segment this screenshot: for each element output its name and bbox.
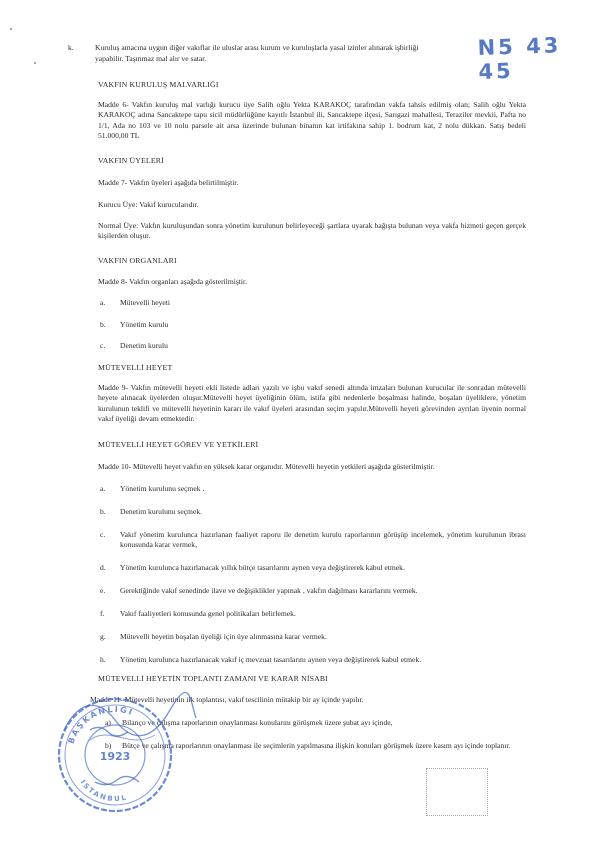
organ-item-marker: b. [100,320,106,329]
seal-lower-text: ISTANBUL [78,778,129,804]
organ-item-marker: c. [100,341,106,350]
organ-item-text: Yönetim kurulu [120,320,169,329]
seal-ring-text: BAŞKANLIĞI [66,704,136,745]
empty-stamp-box [426,768,488,816]
gorev-item-marker: c. [100,530,106,539]
organ-item-text: Denetim kurulu [120,341,168,350]
madde-8-text: Madde 8- Vakfın organları aşağıda gösterilmiştir. [98,277,248,286]
gorev-item-text: Denetim kurulunu seçmek. [120,507,203,516]
item-k-marker: k. [68,43,74,52]
heading-malvarligi: VAKFIN KURULUŞ MALVARLIĞI [98,80,219,89]
gorev-item-marker: d. [100,563,106,572]
madde-10-text: Madde 10- Mütevelli heyet vakfın en yüksek karar organıdır. Mütevelli heyetin yetkileri aşağıda gösterilmiştir. [98,462,435,471]
gorev-item-marker: e. [100,586,106,595]
madde-7-text: Madde 7- Vakfın üyeleri aşağıda belirtilmiştir. [98,178,239,187]
gorev-item-marker: g. [100,632,106,641]
heading-uyeler: VAKFIN ÜYELERİ [98,156,164,165]
gorev-item-marker: h. [100,655,106,664]
gorev-item-marker: a. [100,484,106,493]
item-k-line1: Kuruluş amacına uygun diğer vakıflar ile uluslar arası kurum ve kuruluşlarla yasal izinler alınarak işbirliği [95,43,419,52]
madde-6-body: Madde 6- Vakfın kuruluş mal varlığı kurucu üye Salih oğlu Yekta KARAKOÇ tarafından vakfa tahsis edilmiş olan; Salih oğlu Yekta KARAKOÇ adına Sancaktepe tapu sicil müdürlüğüne kayıtlı İstanbul ili, Sancaktepe ilçesi, Sarıgazi mahallesi, Teraziler mevkii, Pafta no 1/1, Ada no 103 ve 10 nolu parsele ait arsa üzerinde bulunan binanın kat irtifakına sahip 1. bodrum kat, 2 nolu dükkan. Satış bedeli 51.000,00 TL [98,100,526,141]
heading-gorev-yetkiler: MÜTEVELLİ HEYET GÖREV VE YETKİLERİ [98,440,259,449]
heading-mutevelli-heyet: MÜTEVELLİ HEYET [98,363,173,372]
signature-scribble [60,690,200,760]
organ-item-marker: a. [100,298,106,307]
gorev-item-text: Vakıf yönetim kurulunca hazırlanan faaliyet raporu ile denetim kurulu raporlarının görüşüp incelemek, yönetim kurulunun ibrası konusunda karar vermek, [120,530,526,550]
scan-speck [10,28,12,30]
organ-item-text: Mütevelli heyeti [120,298,170,307]
item-k-line2: yapabilir. Taşınmaz mal alır ve satar. [95,54,207,63]
gorev-item-text: Mütevelli heyetin boşalan üyeliği için üye alınmasına karar vermek. [120,632,327,641]
seal-year: 1923 [99,750,131,763]
madde-6-text [98,100,526,142]
toplanti-item-marker: b) [105,741,112,750]
toplanti-item-marker: a) [105,718,111,727]
gorev-item-text: Yönetim kurulunca hazırlanacak vakıf iç mevzuat tasarılarını aynen veya değiştirerek kabul etmek. [120,655,422,664]
scan-speck [34,62,36,64]
madde-11-text: Madde 11- Mütevelli heyetinin ilk toplantısı, vakıf tescilinin mütakip bir ay içinde yapılır. [90,695,364,704]
gorev-item-marker: b. [100,507,106,516]
kurucu-uye-text: Kurucu Üye: Vakıf kurucularıdır. [98,200,199,209]
registry-number-stamp: N5 43 45 [477,33,562,85]
madde-9-text: Madde 9- Vakfın mütevelli heyeti ekli listede adları yazılı ve işbu vakıf senedi altında imzaları bulunan kurucular ile sonradan mütevelli heyete alınacak üyelerden oluşur.Mütevelli heyet üyeliğinin ölüm, istifa gibi nedenlerle boşalması halinde, boşalan üyeliklere, yönetim kurulunun teklifi ve mütevelli heyetinin kararı ile vakıf üyeleri arasından seçim yapılır.Mütevelli heyeti görevinden ayrılan üyenin normal vakıf üyeliği devam etmektedir. [98,383,526,424]
heading-toplanti-nisap: MÜTEVELLİ HEYETİN TOPLANTI ZAMANI VE KARAR NİSABI [98,674,328,683]
heading-organlar: VAKFIN ORGANLARI [98,256,177,265]
toplanti-item-text: Bilanço ve çalışma raporlarının onaylanması konularını görüşmek üzere şubat ayı içinde, [122,718,393,727]
gorev-item-text: Yönetim kurulunu seçmek . [120,484,205,493]
normal-uye-text: Normal Üye: Vakfın kuruluşundan sonra yönetim kurulunun belirleyeceği şartlara uyarak bağışta bulunan veya vakfa hizmeti geçen gerçek kişilerden oluşur. [98,221,526,241]
toplanti-item-text: Bütçe ve çalışma raporlarının onaylanması ile seçimlerin yapılmasına ilişkin konuları görüşmek üzere kasım ayı içinde toplanır. [122,741,511,750]
gorev-item-text: Yönetim kurulunca hazırlanacak yıllık bütçe tasarılarını aynen veya değiştirerek kabul etmek. [120,563,405,572]
gorev-item-marker: f. [100,609,105,618]
gorev-item-text: Vakıf faaliyetleri konusunda genel politikaları belirlemek. [120,609,296,618]
gorev-item-text: Gerektiğinde vakıf senedinde ilave ve değişiklikler yapmak , vakfın dağılması kararlarını vermek. [120,586,418,595]
